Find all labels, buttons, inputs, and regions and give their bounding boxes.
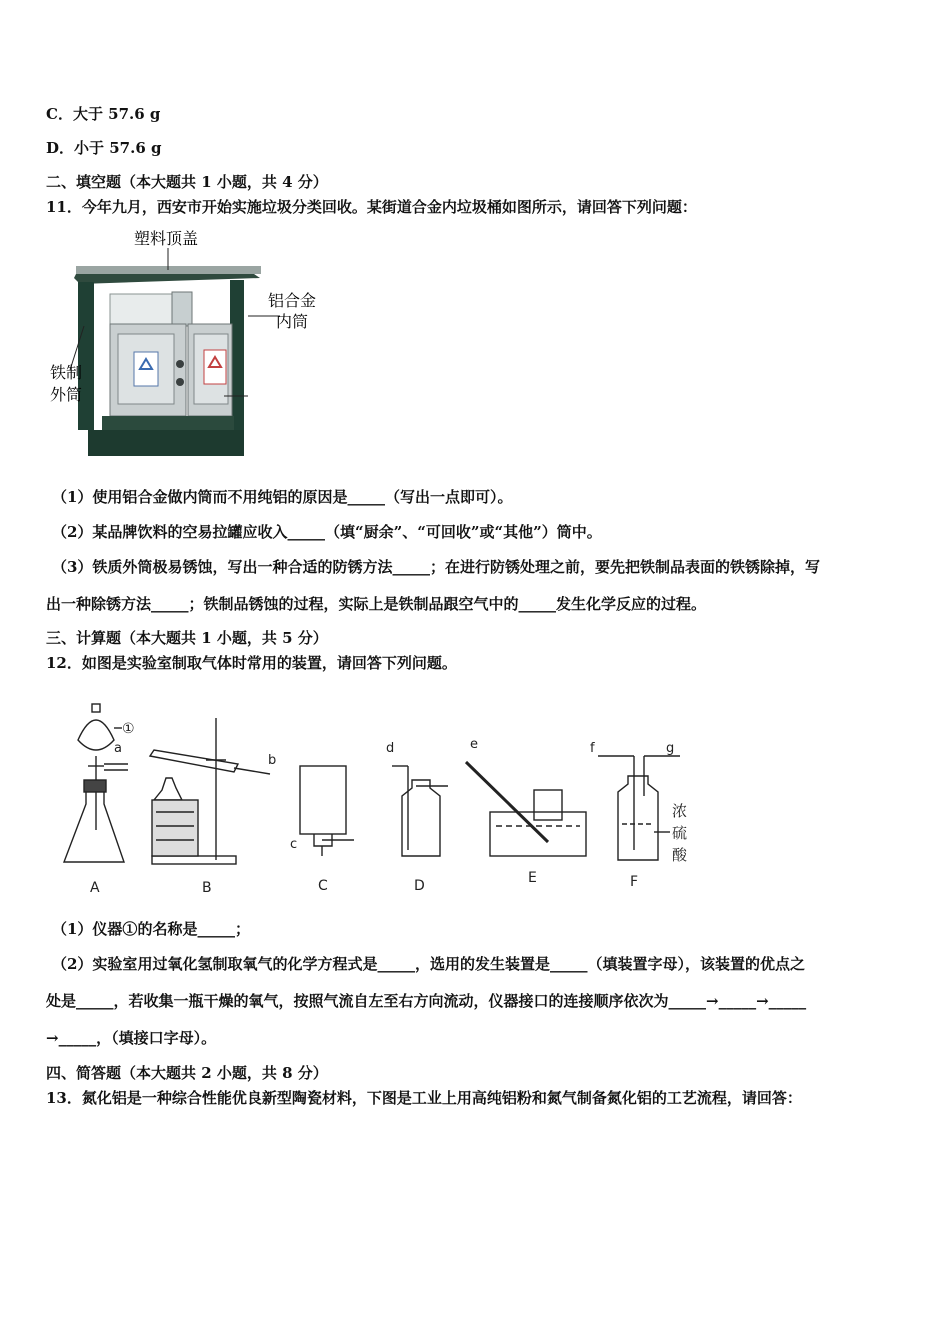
port-b: b — [268, 753, 277, 768]
option-c: C．大于 57.6 g — [46, 105, 161, 123]
section-3-heading: 三、计算题（本大题共 1 小题，共 5 分） — [46, 629, 328, 647]
label-iron-outer-2: 外筒 — [50, 385, 83, 404]
acid-label-2: 硫 — [672, 824, 688, 842]
option-d: D．小于 57.6 g — [46, 139, 162, 157]
label-iron-outer-1: 铁制 — [50, 363, 83, 382]
q11-sub3-line2: 出一种除锈方法_____；铁制品锈蚀的过程，实际上是铁制品跟空气中的_____发生化学反应的过程。 — [46, 595, 707, 613]
q12-sub2-line3: →_____，（填接口字母）。 — [46, 1029, 217, 1047]
port-f: f — [590, 741, 595, 756]
label-D: D — [414, 878, 425, 894]
port-g: g — [666, 741, 675, 756]
label-F: F — [630, 874, 639, 890]
label-aluminium-inner-2: 内筒 — [276, 312, 309, 331]
section-4-heading: 四、简答题（本大题共 2 小题，共 8 分） — [46, 1064, 328, 1082]
label-aluminium-inner-1: 铝合金 — [268, 291, 317, 310]
label-C: C — [318, 878, 328, 894]
question-11: 11．今年九月，西安市开始实施垃圾分类回收。某街道合金内垃圾桶如图所示，请回答下列问题： — [46, 198, 697, 216]
acid-label-3: 酸 — [672, 846, 688, 864]
port-c: c — [290, 837, 298, 852]
q11-sub3-line1: （3）铁质外筒极易锈蚀，写出一种合适的防锈方法_____；在进行防锈处理之前，要先把铁制品表面的铁锈除掉，写 — [52, 558, 820, 576]
section-2-heading: 二、填空题（本大题共 1 小题，共 4 分） — [46, 173, 328, 191]
trash-bin-figure — [48, 226, 338, 462]
acid-label-1: 浓 — [672, 802, 688, 820]
circled-1: ① — [122, 721, 135, 737]
port-d: d — [386, 741, 395, 756]
label-E: E — [528, 870, 537, 886]
question-12: 12．如图是实验室制取气体时常用的装置，请回答下列问题。 — [46, 654, 457, 672]
port-e: e — [470, 737, 478, 752]
apparatus-figure — [56, 700, 706, 900]
label-plastic-lid: 塑料顶盖 — [134, 229, 199, 248]
q11-sub2: （2）某品牌饮料的空易拉罐应收入_____（填“厨余”、“可回收”或“其他”）筒中。 — [52, 523, 602, 541]
port-a: a — [114, 741, 122, 756]
label-B: B — [202, 880, 212, 896]
question-13: 13．氮化铝是一种综合性能优良新型陶瓷材料，下图是工业上用高纯铝粉和氮气制备氮化铝的工艺流程，请回答： — [46, 1089, 802, 1107]
q12-sub2-line1: （2）实验室用过氧化氢制取氧气的化学方程式是_____，选用的发生装置是_____（填装置字母），该装置的优点之 — [52, 955, 805, 973]
q11-sub1: （1）使用铝合金做内筒而不用纯铝的原因是_____（写出一点即可）。 — [52, 488, 513, 506]
q12-sub1: （1）仪器①的名称是_____； — [52, 920, 250, 938]
label-A: A — [90, 880, 100, 896]
q12-sub2-line2: 处是_____，若收集一瓶干燥的氧气，按照气流自左至右方向流动，仪器接口的连接顺序依次为_____→_____→_____ — [46, 992, 807, 1010]
